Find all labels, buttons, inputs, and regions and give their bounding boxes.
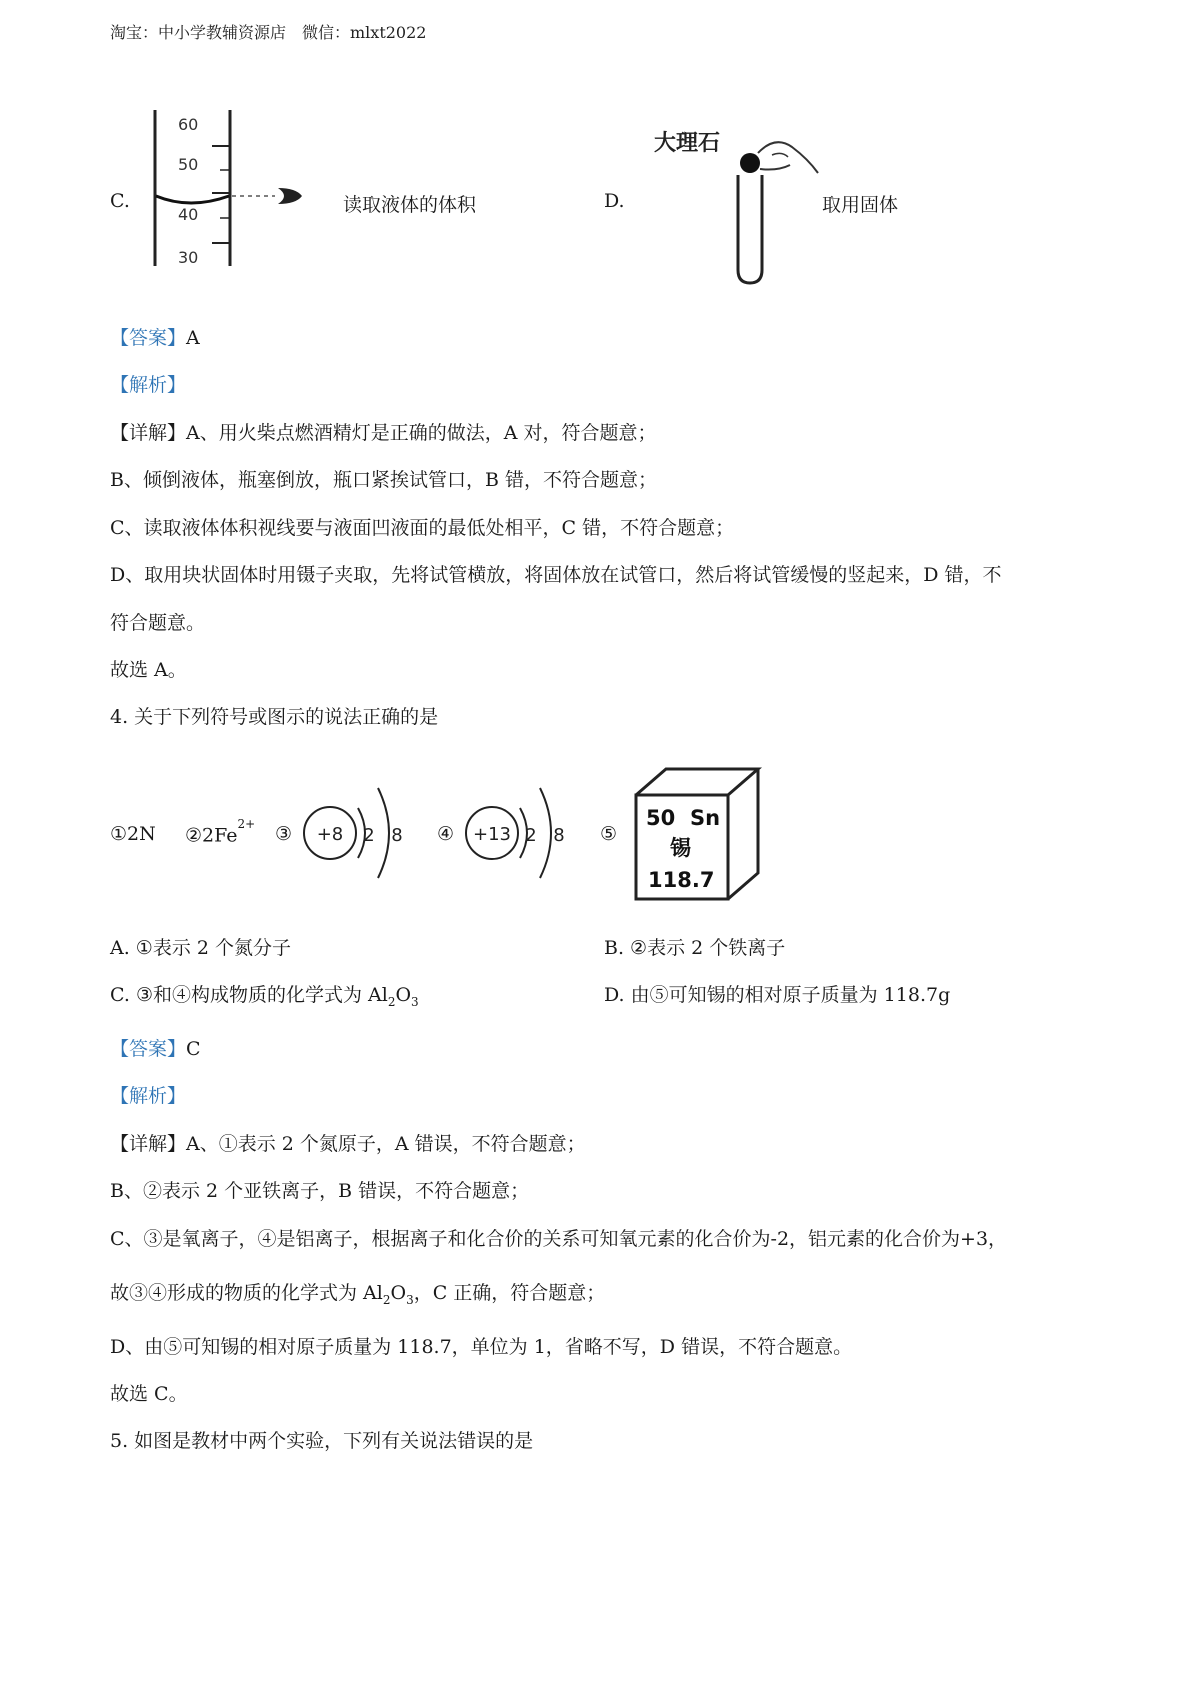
q4-answer: 【答案】C	[110, 1038, 201, 1060]
q3-conclusion: 故选 A。	[110, 659, 187, 681]
q3-analysis-tag: 【解析】	[110, 374, 187, 396]
q4-detail-line-5: D、由⑤可知锡的相对原子质量为 118.7，单位为 1，省略不写，D 错误，不符合题意。	[110, 1336, 853, 1358]
element-mass: 118.7	[648, 868, 715, 892]
q3-detail-line-2: B、倾倒液体，瓶塞倒放，瓶口紧挨试管口，B 错，不符合题意；	[110, 469, 657, 491]
cylinder-tick-50: 50	[178, 155, 199, 174]
cylinder-tick-60: 60	[178, 115, 199, 134]
cylinder-tick-30: 30	[178, 248, 199, 267]
atom4-nucleus: +13	[473, 824, 511, 845]
q4-conclusion: 故选 C。	[110, 1383, 188, 1405]
q4-stem: 4. 关于下列符号或图示的说法正确的是	[110, 706, 439, 728]
page-header: 淘宝：中小学教辅资源店 微信：mlxt2022	[110, 23, 427, 42]
symbol-2: $②2Fe^{2+}$	[185, 817, 256, 847]
element-number: 50	[646, 806, 676, 830]
q4-detail-line-4: 故③④形成的物质的化学式为 $Al_2O_3$，C 正确，符合题意；	[110, 1282, 606, 1307]
q3-detail-line-1: 【详解】A、用火柴点燃酒精灯是正确的做法，A 对，符合题意；	[110, 422, 657, 444]
oxygen-atom-diagram	[300, 770, 420, 895]
q4-detail-line-3: C、③是氧离子，④是铝离子，根据离子和化合价的关系可知氧元素的化合价为-2，铝元素的化合价为+3，	[110, 1228, 1008, 1250]
q4-analysis-tag: 【解析】	[110, 1085, 187, 1107]
atom4-shell-2: 8	[553, 825, 565, 846]
option-c-label: C.	[110, 190, 130, 212]
graduated-cylinder-figure	[150, 108, 310, 268]
q3-detail-line-5: 符合题意。	[110, 612, 206, 634]
q4-detail-line-2: B、②表示 2 个亚铁离子，B 错误，不符合题意；	[110, 1180, 530, 1202]
q3-detail-line-3: C、读取液体体积视线要与液面凹液面的最低处相平，C 错，不符合题意；	[110, 517, 735, 539]
q3-detail-line-4: D、取用块状固体时用镊子夹取，先将试管横放，将固体放在试管口，然后将试管缓慢的竖起来，D 错，不	[110, 564, 1002, 586]
option-d-caption: 取用固体	[822, 194, 899, 216]
symbol-4: ④	[437, 823, 455, 845]
periodic-table-cell	[632, 765, 762, 905]
aluminum-atom-diagram	[460, 770, 585, 895]
q4-option-b: B. ②表示 2 个铁离子	[604, 937, 786, 959]
element-symbol: Sn	[690, 806, 721, 830]
atom3-shell-1: 2	[363, 825, 375, 846]
q3-answer: 【答案】A	[110, 327, 200, 349]
option-c-caption: 读取液体的体积	[343, 194, 477, 216]
q4-option-d: D. 由⑤可知锡的相对原子质量为 118.7g	[604, 984, 951, 1006]
option-d-label: D.	[604, 190, 625, 212]
symbol-5: ⑤	[600, 823, 618, 845]
marble-tag: 大理石	[654, 131, 721, 156]
test-tube-figure	[650, 125, 820, 290]
symbol-1: ①2N	[110, 823, 156, 845]
element-name: 锡	[670, 836, 691, 860]
eye-icon	[278, 188, 302, 204]
cylinder-tick-40: 40	[178, 205, 199, 224]
atom3-nucleus: +8	[316, 824, 344, 845]
symbol-3: ③	[275, 823, 293, 845]
q4-option-a: A. ①表示 2 个氮分子	[110, 937, 292, 959]
q4-option-c: C. ③和④构成物质的化学式为 $Al_2O_3$	[110, 984, 419, 1009]
atom4-shell-1: 2	[525, 825, 537, 846]
atom3-shell-2: 8	[391, 825, 403, 846]
q4-detail-line-1: 【详解】A、①表示 2 个氮原子，A 错误，不符合题意；	[110, 1133, 586, 1155]
q5-stem: 5. 如图是教材中两个实验，下列有关说法错误的是	[110, 1430, 534, 1452]
